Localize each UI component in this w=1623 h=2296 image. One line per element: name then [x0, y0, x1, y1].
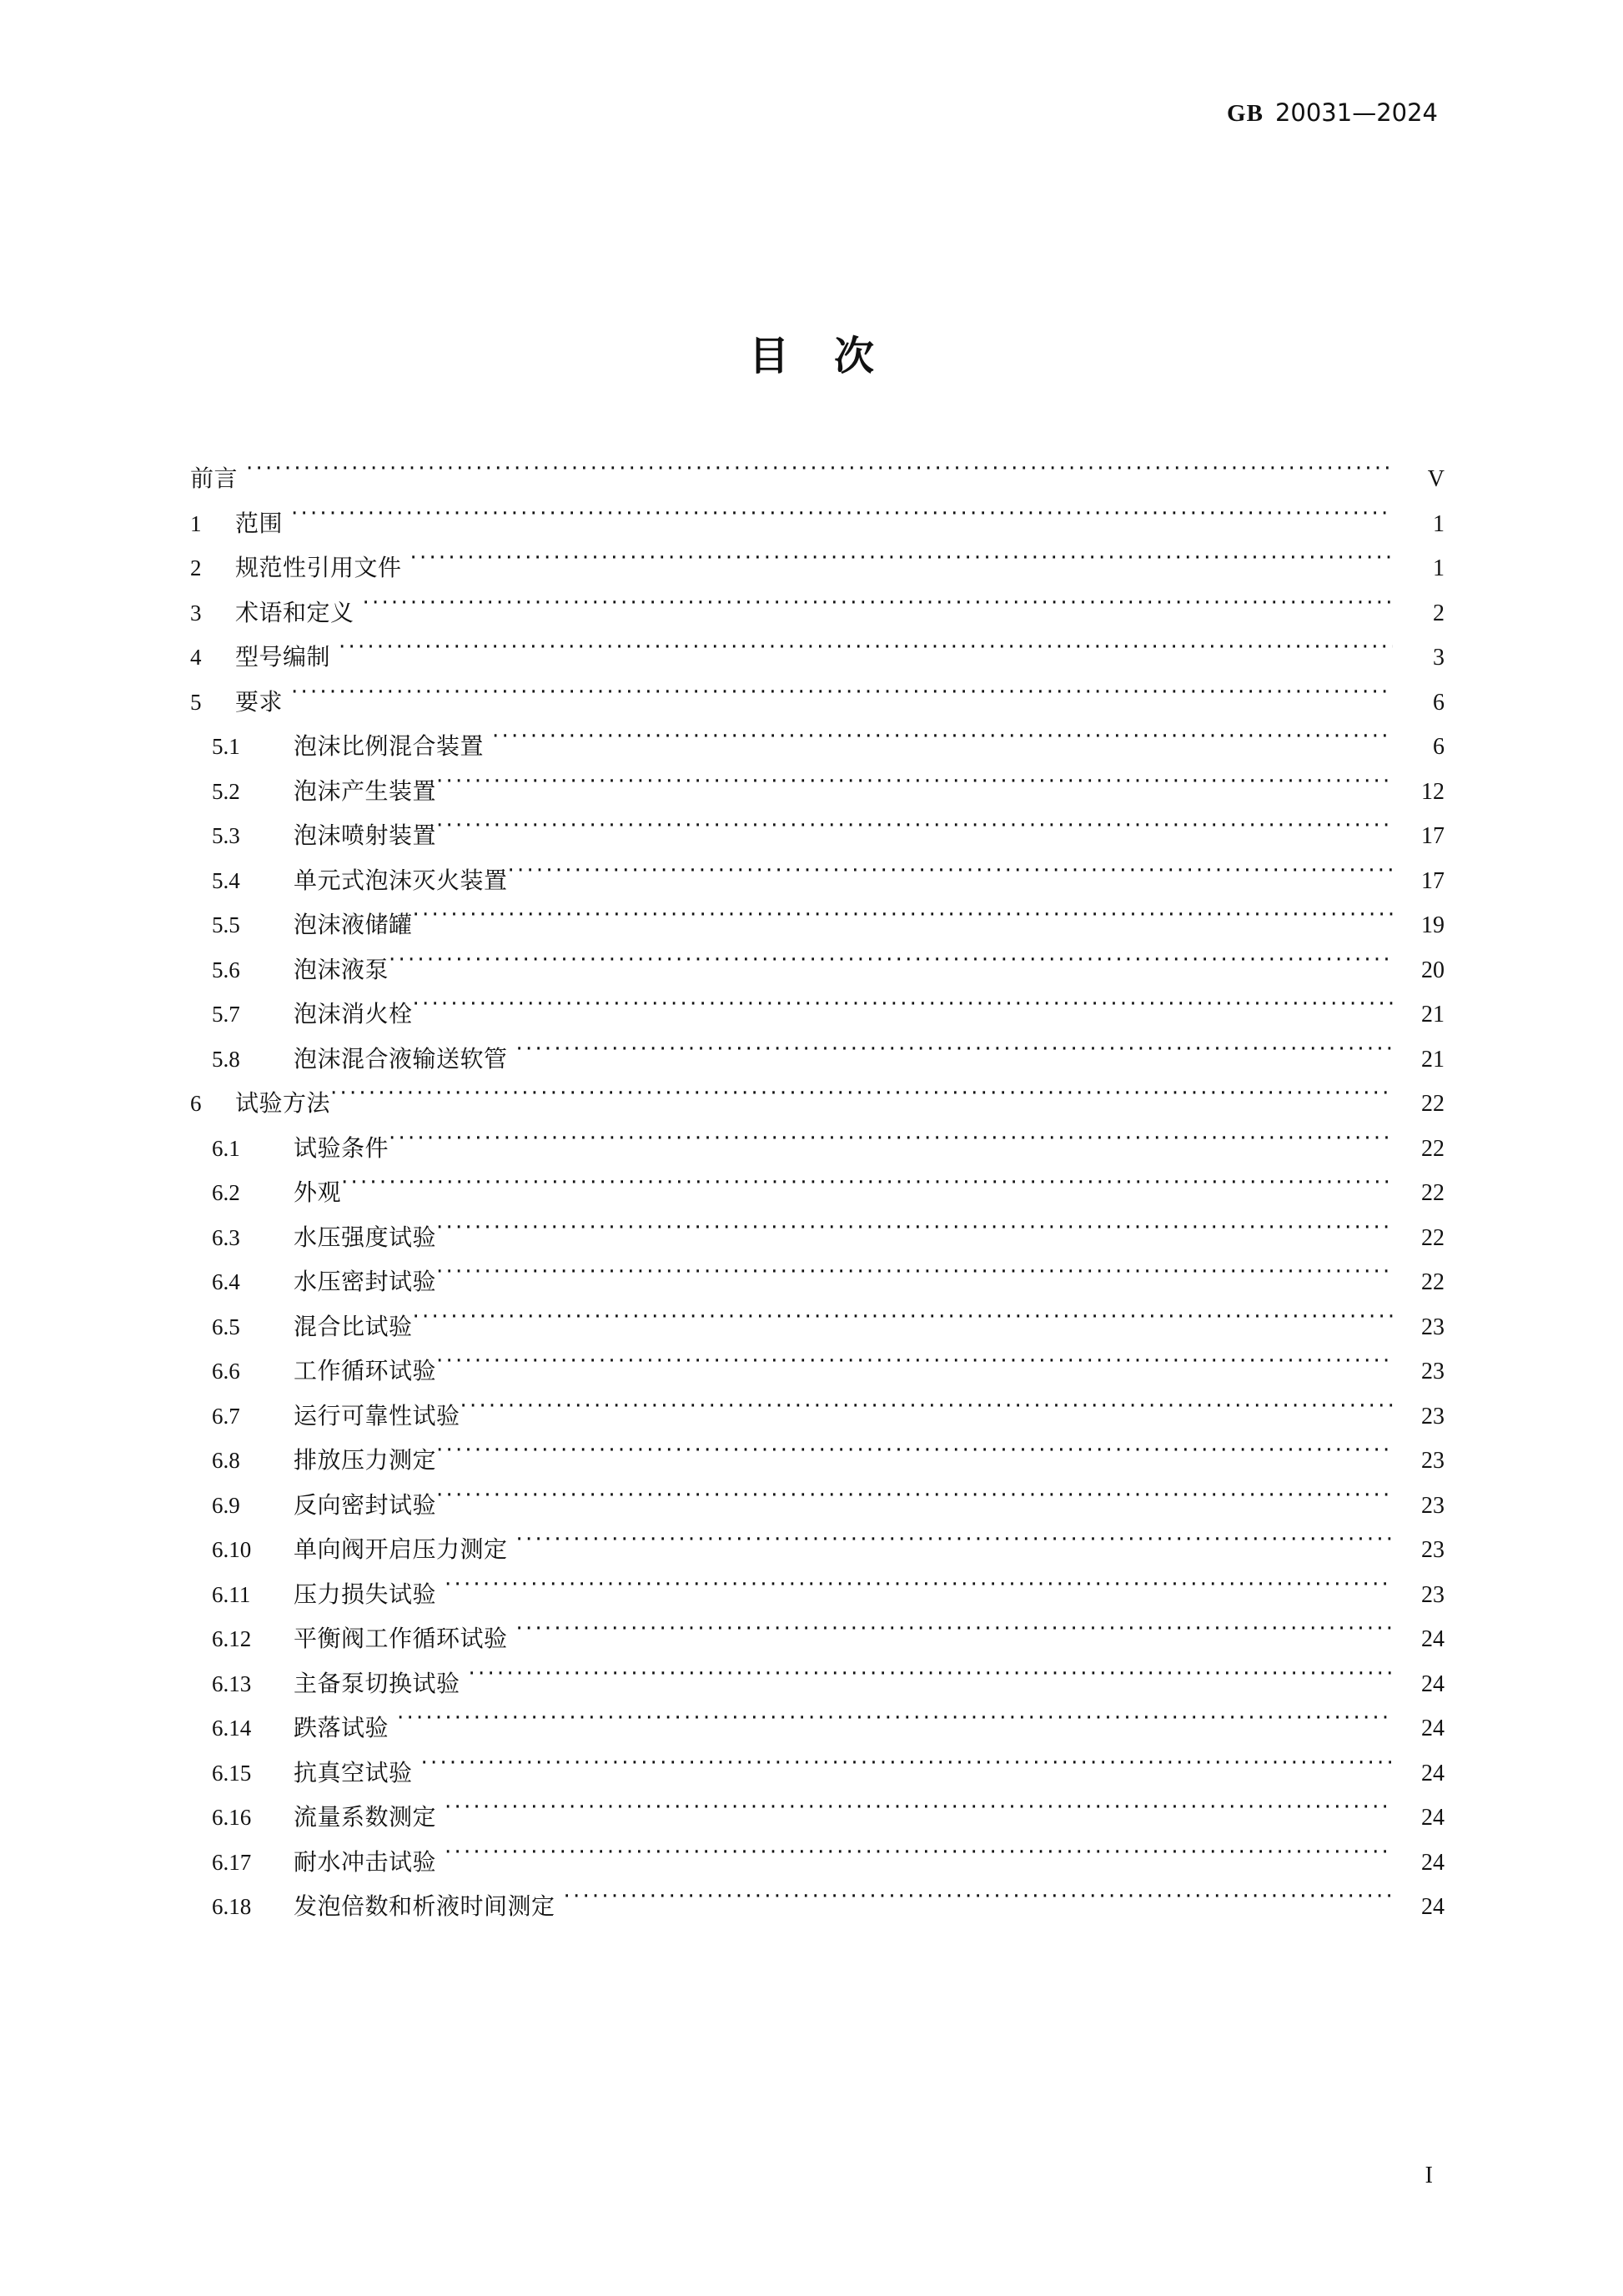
- toc-entry-page-number: 24: [1421, 1671, 1445, 1697]
- toc-leader-dots: [341, 1177, 1393, 1200]
- toc-entry-number: 6.6: [212, 1359, 240, 1384]
- toc-entry[interactable]: [190, 1844, 1445, 1889]
- toc-entry-label: 流量系数测定: [294, 1803, 437, 1831]
- standard-number: 20031—2024: [1274, 98, 1438, 127]
- toc-entry-number: 6.7: [212, 1403, 240, 1429]
- toc-leader-dots: [492, 731, 1393, 754]
- toc-leader-dots: [291, 508, 1393, 531]
- toc-entry-page-number: 2: [1433, 600, 1445, 626]
- toc-entry[interactable]: [190, 728, 1445, 773]
- toc-entry-page-number: 17: [1421, 867, 1445, 894]
- toc-entry[interactable]: [190, 1085, 1445, 1130]
- toc-entry[interactable]: [190, 1576, 1445, 1621]
- toc-entry-label: 规范性引用文件: [235, 554, 402, 581]
- toc-entry-label: 要求: [235, 687, 284, 716]
- toc-leader-dots: [291, 686, 1393, 710]
- toc-leader-dots: [389, 1133, 1393, 1156]
- toc-entry-number: 6.10: [212, 1537, 252, 1562]
- toc-entry-label: 外观: [294, 1178, 342, 1206]
- toc-entry-label: 泡沫液储罐: [294, 911, 413, 938]
- toc-entry[interactable]: [190, 862, 1445, 907]
- toc-entry[interactable]: [190, 1755, 1445, 1800]
- toc-leader-dots: [436, 1444, 1393, 1468]
- toc-entry-number: 6.9: [212, 1492, 240, 1518]
- page-title-char-2: 次: [834, 333, 875, 379]
- toc-entry-label: 试验条件: [294, 1133, 389, 1162]
- toc-entry-page-number: 3: [1433, 645, 1445, 671]
- toc-entry-page-number: 24: [1421, 1805, 1445, 1831]
- toc-entry[interactable]: [190, 1041, 1445, 1086]
- toc-entry-label: 平衡阀工作循环试验: [294, 1625, 508, 1652]
- toc-entry-number: 6.14: [212, 1716, 252, 1741]
- toc-entry-number: 6.15: [212, 1760, 252, 1786]
- toc-entry-number: 5.3: [212, 823, 240, 848]
- toc-entry-number: 6.8: [212, 1448, 240, 1473]
- toc-leader-dots: [436, 1222, 1393, 1245]
- toc-leader-dots: [397, 1712, 1393, 1736]
- toc-entry-label: 耐水冲击试验: [294, 1847, 437, 1876]
- toc-entry-number: 5.5: [212, 912, 240, 937]
- toc-entry[interactable]: [190, 1888, 1445, 1933]
- toc-entry-page-number: 6: [1433, 734, 1445, 760]
- toc-entry-page-number: 20: [1421, 957, 1445, 983]
- toc-entry[interactable]: [190, 1174, 1445, 1219]
- toc-leader-dots: [413, 1311, 1393, 1334]
- toc-leader-dots: [445, 1801, 1393, 1825]
- toc-entry-page-number: 19: [1421, 912, 1445, 938]
- toc-leader-dots: [389, 954, 1393, 977]
- running-header: [1227, 98, 1438, 128]
- toc-entry-number: 6: [190, 1091, 202, 1116]
- toc-entry-label: 泡沫产生装置: [294, 776, 437, 805]
- toc-entry-page-number: 23: [1421, 1581, 1445, 1608]
- toc-entry-number: 6.12: [212, 1626, 252, 1651]
- toc-entry-number: 5.6: [212, 957, 240, 982]
- toc-leader-dots: [436, 820, 1393, 843]
- toc-entry-label: 单元式泡沫灭火装置: [294, 866, 508, 894]
- toc-entry-page-number: 22: [1421, 1091, 1445, 1117]
- toc-entry-label: 试验方法: [235, 1089, 331, 1117]
- toc-entry-number: 2: [190, 555, 202, 580]
- page-title-char-1: 目: [748, 333, 789, 379]
- toc-entry-page-number: 6: [1433, 689, 1445, 716]
- toc-leader-dots: [445, 1579, 1393, 1602]
- toc-entry[interactable]: [190, 1710, 1445, 1755]
- toc-entry-label: 泡沫混合液输送软管: [294, 1044, 508, 1073]
- toc-entry-label: 反向密封试验: [294, 1490, 437, 1519]
- toc-entry-number: 6.4: [212, 1269, 240, 1294]
- toc-leader-dots: [436, 776, 1393, 799]
- toc-entry[interactable]: [190, 684, 1445, 729]
- toc-entry[interactable]: [190, 1130, 1445, 1175]
- toc-entry[interactable]: [190, 1398, 1445, 1443]
- toc-entry-page-number: 22: [1421, 1180, 1445, 1206]
- toc-entry-label: 泡沫消火栓: [294, 1000, 413, 1027]
- toc-entry-number: 6.3: [212, 1224, 240, 1250]
- toc-entry-label: 术语和定义: [235, 598, 354, 626]
- toc-entry-label: 前言: [190, 465, 239, 492]
- toc-entry-label: 范围: [235, 509, 284, 537]
- toc-entry-number: 5.1: [212, 734, 240, 759]
- toc-entry-page-number: 24: [1421, 1716, 1445, 1741]
- toc-entry-label: 混合比试验: [294, 1312, 413, 1340]
- toc-entry[interactable]: [190, 1264, 1445, 1309]
- toc-entry-page-number: 22: [1421, 1135, 1445, 1162]
- toc-entry[interactable]: [190, 505, 1445, 550]
- toc-entry[interactable]: [190, 1531, 1445, 1576]
- toc-entry[interactable]: [190, 1219, 1445, 1264]
- toc-entry-number: 6.17: [212, 1849, 252, 1875]
- toc-entry[interactable]: [190, 595, 1445, 640]
- toc-entry[interactable]: [190, 1487, 1445, 1532]
- footer-page-number: I: [1425, 2163, 1433, 2188]
- toc-entry[interactable]: [190, 550, 1445, 595]
- toc-entry-label: 泡沫比例混合装置: [294, 732, 485, 760]
- toc-leader-dots: [516, 1623, 1393, 1646]
- toc-leader-dots: [460, 1400, 1393, 1424]
- toc-entry-number: 6.13: [212, 1671, 252, 1696]
- toc-entry[interactable]: [190, 817, 1445, 862]
- toc-entry-label: 水压强度试验: [294, 1223, 437, 1251]
- toc-entry-page-number: V: [1427, 466, 1445, 492]
- toc-leader-dots: [246, 463, 1393, 486]
- toc-entry-number: 6.5: [212, 1314, 240, 1339]
- toc-entry-page-number: 12: [1421, 778, 1445, 805]
- toc-entry-page-number: 21: [1421, 1046, 1445, 1073]
- toc-leader-dots: [410, 552, 1393, 575]
- toc-entry-label: 抗真空试验: [294, 1758, 413, 1786]
- toc-leader-dots: [516, 1534, 1393, 1557]
- toc-entry-label: 排放压力测定: [294, 1446, 437, 1474]
- toc-entry-label: 型号编制: [235, 643, 331, 671]
- toc-entry-label: 跌落试验: [294, 1714, 389, 1741]
- toc-entry-number: 5: [190, 689, 202, 715]
- toc-entry-label: 工作循环试验: [294, 1357, 437, 1384]
- toc-leader-dots: [508, 865, 1393, 888]
- toc-leader-dots: [564, 1891, 1393, 1914]
- toc-entry-page-number: 17: [1421, 823, 1445, 849]
- toc-leader-dots: [516, 1043, 1393, 1067]
- toc-leader-dots: [421, 1757, 1393, 1781]
- toc-leader-dots: [363, 597, 1393, 620]
- page-title: [0, 324, 1623, 381]
- toc-entry-page-number: 23: [1421, 1403, 1445, 1429]
- toc-entry[interactable]: [190, 1665, 1445, 1711]
- toc-entry-label: 水压密封试验: [294, 1268, 437, 1295]
- toc-entry[interactable]: [190, 1353, 1445, 1398]
- toc-leader-dots: [330, 1088, 1393, 1111]
- toc-entry-number: 6.16: [212, 1805, 252, 1830]
- toc-entry[interactable]: [190, 1620, 1445, 1665]
- toc-entry-number: 5.7: [212, 1002, 240, 1027]
- toc-leader-dots: [445, 1846, 1393, 1870]
- toc-entry-number: 6.11: [212, 1581, 251, 1607]
- toc-entry[interactable]: [190, 1442, 1445, 1487]
- toc-entry-page-number: 22: [1421, 1269, 1445, 1295]
- toc-entry-label: 主备泵切换试验: [294, 1669, 460, 1697]
- toc-entry-number: 3: [190, 600, 202, 625]
- table-of-contents: [190, 460, 1445, 1933]
- toc-entry-number: 6.18: [212, 1894, 252, 1919]
- toc-entry[interactable]: [190, 1799, 1445, 1844]
- toc-leader-dots: [436, 1490, 1393, 1513]
- toc-entry[interactable]: [190, 1309, 1445, 1354]
- toc-entry-page-number: 23: [1421, 1448, 1445, 1474]
- toc-entry-number: 5.8: [212, 1046, 240, 1072]
- toc-leader-dots: [339, 641, 1393, 665]
- toc-entry-page-number: 24: [1421, 1849, 1445, 1876]
- toc-entry[interactable]: [190, 773, 1445, 818]
- toc-leader-dots: [469, 1668, 1393, 1691]
- toc-entry-number: 5.2: [212, 778, 240, 804]
- toc-entry-page-number: 24: [1421, 1626, 1445, 1652]
- toc-leader-dots: [413, 909, 1393, 932]
- toc-entry-page-number: 24: [1421, 1760, 1445, 1786]
- toc-entry-number: 5.4: [212, 867, 240, 893]
- toc-entry[interactable]: [190, 907, 1445, 952]
- toc-entry-page-number: 21: [1421, 1002, 1445, 1027]
- toc-entry-page-number: 22: [1421, 1224, 1445, 1251]
- toc-entry-page-number: 23: [1421, 1359, 1445, 1384]
- toc-entry[interactable]: [190, 996, 1445, 1041]
- toc-entry-page-number: 1: [1433, 555, 1445, 581]
- toc-entry-number: 1: [190, 510, 202, 536]
- toc-entry-page-number: 24: [1421, 1894, 1445, 1920]
- toc-entry-number: 6.1: [212, 1135, 240, 1161]
- toc-leader-dots: [413, 998, 1393, 1022]
- toc-entry[interactable]: [190, 639, 1445, 684]
- toc-leader-dots: [436, 1266, 1393, 1289]
- toc-entry-number: 6.2: [212, 1180, 240, 1205]
- standard-prefix: GB: [1227, 100, 1264, 127]
- toc-entry-label: 运行可靠性试验: [294, 1401, 460, 1429]
- toc-entry-label: 泡沫喷射装置: [294, 821, 437, 849]
- toc-entry-page-number: 23: [1421, 1537, 1445, 1563]
- toc-entry-label: 单向阀开启压力测定: [294, 1535, 508, 1563]
- toc-entry-label: 发泡倍数和析液时间测定: [294, 1892, 555, 1920]
- toc-entry[interactable]: [190, 460, 1445, 505]
- toc-entry-page-number: 23: [1421, 1314, 1445, 1340]
- toc-entry-page-number: 23: [1421, 1492, 1445, 1519]
- toc-entry-label: 压力损失试验: [294, 1580, 437, 1608]
- toc-entry-page-number: 1: [1433, 510, 1445, 537]
- toc-entry-number: 4: [190, 645, 202, 670]
- toc-leader-dots: [436, 1355, 1393, 1379]
- toc-entry-label: 泡沫液泵: [294, 955, 389, 983]
- toc-entry[interactable]: [190, 952, 1445, 997]
